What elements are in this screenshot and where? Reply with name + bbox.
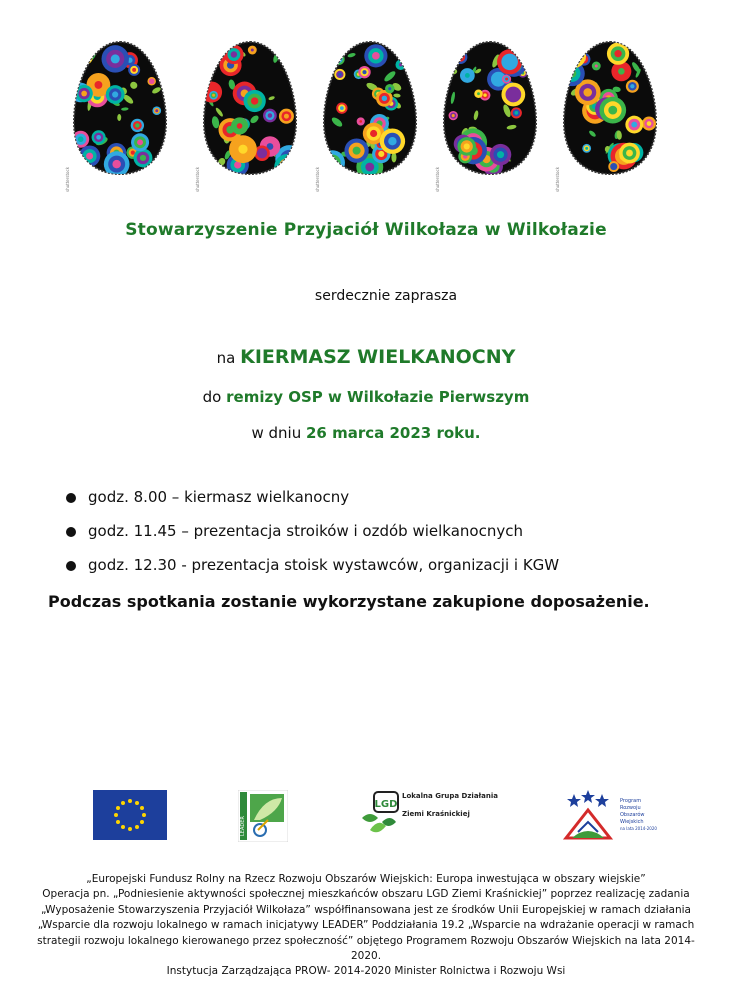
lgd-line1: Lokalna Grupa Działania — [402, 792, 498, 800]
schedule-item — [66, 556, 559, 590]
bullet-icon — [66, 527, 76, 537]
prow-line3: Obszarów — [620, 812, 645, 818]
egg-caption: shutterstock — [315, 166, 320, 192]
footer-line: „Wsparcie dla rozwoju lokalnego w ramach inicjatywy LEADER” Poddziałania 19.2 „Wsparcie na wdrażanie operacji w ramach — [37, 919, 695, 932]
easter-eggs-banner — [65, 38, 670, 198]
bullet-icon — [66, 561, 76, 571]
lgd-line2: Ziemi Kraśnickiej — [402, 810, 470, 818]
footer-line: Operacja pn. „Podniesienie aktywności społecznej mieszkańców obszaru LGD Ziemi Kraśnickiej” poprzez realizację zadania — [42, 888, 690, 901]
easter-egg-illustration — [65, 38, 175, 192]
event-date: 26 marca 2023 roku. — [306, 424, 481, 442]
funding-footer — [0, 872, 732, 980]
egg-caption: shutterstock — [555, 166, 560, 192]
bullet-icon — [66, 493, 76, 503]
leader-logo — [238, 790, 288, 842]
egg-caption: shutterstock — [65, 166, 70, 192]
event-place: remizy OSP w Wilkołazie Pierwszym — [226, 388, 530, 406]
leader-label: LEADER — [240, 816, 246, 836]
footer-line: Instytucja Zarządzająca PROW- 2014-2020 Minister Rolnictwa i Rozwoju Wsi — [166, 965, 566, 978]
date-prefix: w dniu — [251, 424, 302, 442]
schedule-item-text: godz. 8.00 – kiermasz wielkanocny — [88, 488, 350, 506]
egg-caption: shutterstock — [195, 166, 200, 192]
schedule-item-text: godz. 12.30 - prezentacja stoisk wystawców, organizacji i KGW — [88, 556, 560, 574]
prow-line1: Program — [620, 798, 642, 804]
event-name: KIERMASZ WIELKANOCNY — [240, 346, 516, 368]
prow-line4: Wiejskich — [620, 819, 644, 825]
equipment-note: Podczas spotkania zostanie wykorzystane zakupione doposażenie. — [48, 592, 650, 611]
place-prefix: do — [202, 388, 222, 406]
schedule-item — [66, 522, 559, 556]
svg-text:LGD: LGD — [374, 799, 398, 810]
lgd-logo — [356, 788, 506, 844]
event-date-line — [0, 424, 732, 442]
easter-egg-illustration — [315, 38, 425, 192]
eu-flag-logo — [93, 790, 167, 840]
egg-caption: shutterstock — [435, 166, 440, 192]
easter-egg-illustration — [195, 38, 305, 192]
schedule-item — [66, 488, 559, 522]
invites-text: serdecznie zaprasza — [314, 288, 458, 304]
footer-line: 2020. — [350, 950, 382, 963]
easter-egg-illustration — [435, 38, 545, 192]
sponsor-logos — [0, 786, 732, 846]
event-prefix: na — [216, 349, 236, 367]
footer-line: „Wyposażenie Stowarzyszenia Przyjaciół Wilkołaza” współfinansowana jest ze środków Unii Europejskiej w ramach działania — [41, 903, 691, 916]
event-title-line — [0, 346, 732, 368]
schedule-item-text: godz. 11.45 – prezentacja stroików i ozdób wielkanocnych — [88, 522, 523, 540]
prow-line2: Rozwoju — [620, 805, 641, 811]
footer-line: „Europejski Fundusz Rolny na Rzecz Rozwoju Obszarów Wiejskich: Europa inwestująca w obszary wiejskie” — [86, 873, 646, 885]
footer-line: strategii rozwoju lokalnego kierowanego przez społeczność” objętego Programem Rozwoju Obszarów Wiejskich na lata 2014- — [37, 934, 695, 947]
event-place-line — [0, 388, 732, 406]
schedule-list — [66, 488, 559, 590]
organization-name: Stowarzyszenie Przyjaciół Wilkołaza w Wilkołazie — [125, 220, 607, 240]
easter-egg-illustration — [555, 38, 665, 192]
prow-logo — [560, 788, 660, 844]
prow-line5: na lata 2014-2020 — [620, 826, 657, 831]
